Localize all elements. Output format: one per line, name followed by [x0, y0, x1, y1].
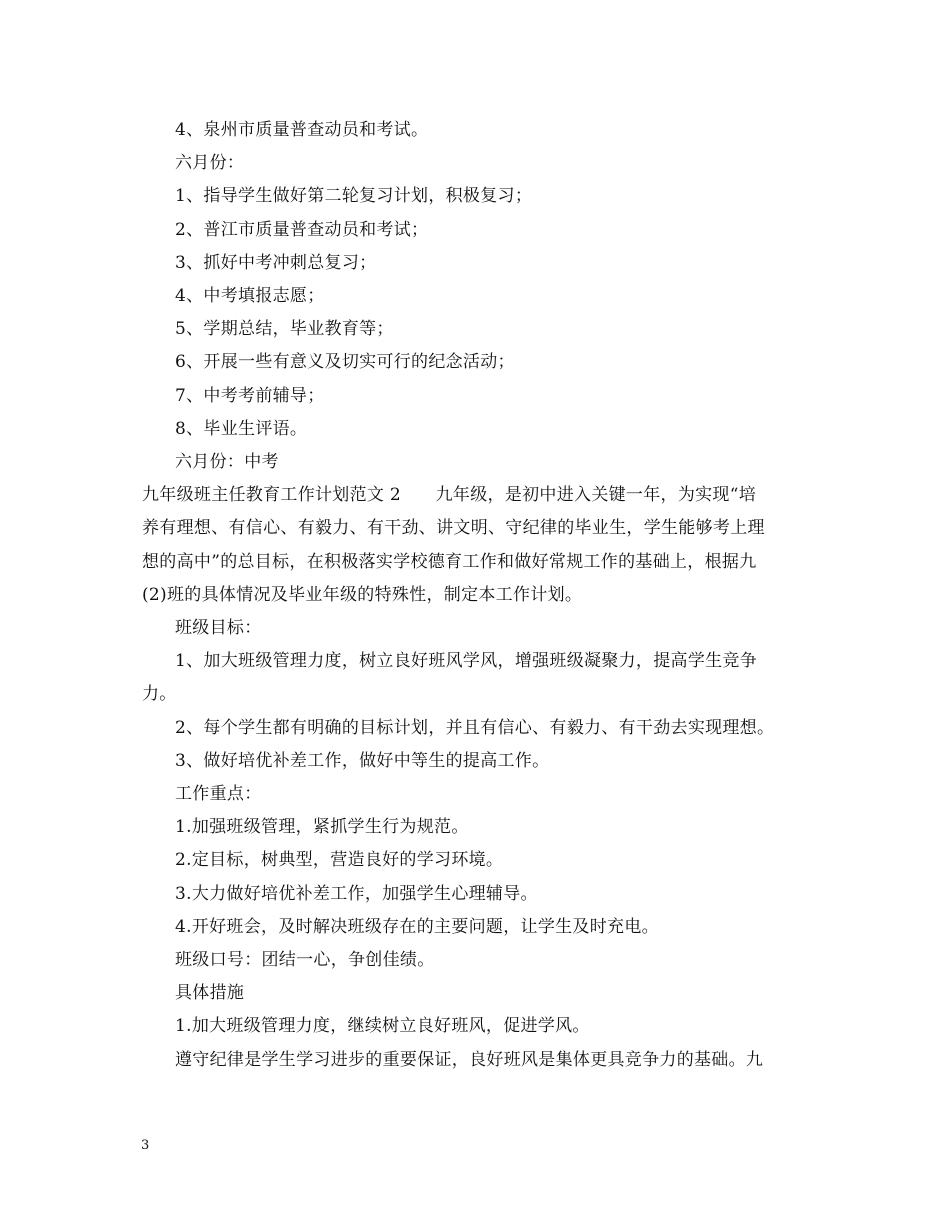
text-line: 遵守纪律是学生学习进步的重要保证，良好班风是集体更具竞争力的基础。九 [175, 1049, 764, 1070]
text-line: 6、开展一些有意义及切实可行的纪念活动； [175, 352, 515, 373]
text-line: 九年级班主任教育工作计划范文 2 九年级，是初中进入关键一年，为实现“培 [142, 485, 757, 506]
text-line: 具体措施 [175, 983, 245, 1004]
text-line: 3、做好培优补差工作，做好中等生的提高工作。 [175, 750, 550, 771]
text-line: 8、毕业生评语。 [175, 418, 308, 439]
text-line: 1、指导学生做好第二轮复习计划，积极复习； [175, 186, 533, 207]
text-line: 2、普江市质量普查动员和考试； [175, 219, 429, 240]
page-number: 3 [141, 1138, 150, 1153]
text-line: 1、加大班级管理力度，树立良好班风学风，增强班级凝聚力，提高学生竞争 [175, 651, 758, 672]
text-line: 班级口号：团结一心，争创佳绩。 [175, 950, 435, 971]
text-line: 工作重点： [175, 784, 262, 805]
text-line: 六月份：中考 [175, 452, 279, 473]
text-line: 7、中考考前辅导； [175, 385, 325, 406]
text-line: 4、泉州市质量普查动员和考试。 [175, 120, 429, 140]
text-line: 2.定目标，树典型，营造良好的学习环境。 [175, 850, 504, 871]
text-line: 5、学期总结，毕业教育等； [175, 319, 394, 340]
text-line: 4.开好班会，及时解决班级存在的主要问题，让学生及时充电。 [175, 916, 659, 937]
text-line: 1.加大班级管理力度，继续树立良好班风，促进学风。 [175, 1016, 590, 1037]
text-line: (2)班的具体情况及毕业年级的特殊性，制定本工作计划。 [142, 584, 583, 605]
text-line: 1.加强班级管理，紧抓学生行为规范。 [175, 817, 469, 838]
text-line: 2、每个学生都有明确的目标计划，并且有信心、有毅力、有干劲去实现理想。 [175, 717, 775, 738]
document-body [142, 114, 814, 1077]
text-line: 班级目标： [175, 618, 262, 639]
text-line: 3、抓好中考冲刺总复习； [175, 252, 377, 273]
text-line: 养有理想、有信心、有毅力、有干劲、讲文明、守纪律的毕业生，学生能够考上理 [142, 518, 765, 539]
text-line: 4、中考填报志愿； [175, 286, 325, 307]
text-line: 六月份： [175, 153, 245, 174]
text-line: 3.大力做好培优补差工作，加强学生心理辅导。 [175, 883, 538, 904]
text-line: 想的高中”的总目标，在积极落实学校德育工作和做好常规工作的基础上，根据九 [142, 551, 757, 572]
text-line: 力。 [142, 684, 177, 705]
